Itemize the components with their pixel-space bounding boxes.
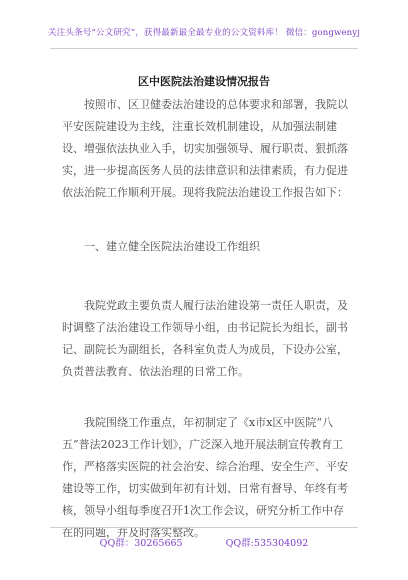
- header-note: 关注头条号“公文研究”，获得最新最全最专业的公文资料库！ 微信：gongwenyj: [47, 28, 361, 38]
- section-heading-1: 一、建立健全医院法治建设工作组织: [84, 240, 260, 253]
- intro-paragraph: 按照市、区卫健委法治建设的总体要求和部署，我院以平安医院建设为主线，注重长效机制建设，从加强法制建设、增强依法执业入手，切实加强领导、履行职责、狠抓落实，进一步提高医务人员的法律意识和法律素质，有力促进依法治院工作顺利开展。现将我院法治建设工作报告如下：: [62, 98, 348, 199]
- footer-qq-group-1: QQ群：30265665: [99, 538, 183, 549]
- footer-divider: [50, 527, 358, 528]
- header-divider: [50, 48, 358, 49]
- document-title: 区中医院法治建设情况报告: [138, 75, 270, 88]
- footer: [0, 535, 408, 549]
- paragraph-1: 我院党政主要负责人履行法治建设第一责任人职责，及时调整了法治建设工作领导小组，由书记院长为组长，副书记、副院长为副组长，各科室负责人为成员，下设办公室，负责普法教育、依法治理的日常工作。: [62, 299, 348, 378]
- footer-qq-group-2: QQ群:535304092: [225, 538, 309, 549]
- paragraph-2: 我院围绕工作重点，年初制定了《x市x区中医院“八五”普法2023工作计划》，广泛深入地开展法制宣传教育工作，严格落实医院的社会治安、综合治理、安全生产、平安建设等工作，切实做到年初有计划、日常有督导、年终有考核，领导小组每季度召开1次工作会议，研究分析工作中存在的问题，并及时落实整改。: [62, 416, 348, 539]
